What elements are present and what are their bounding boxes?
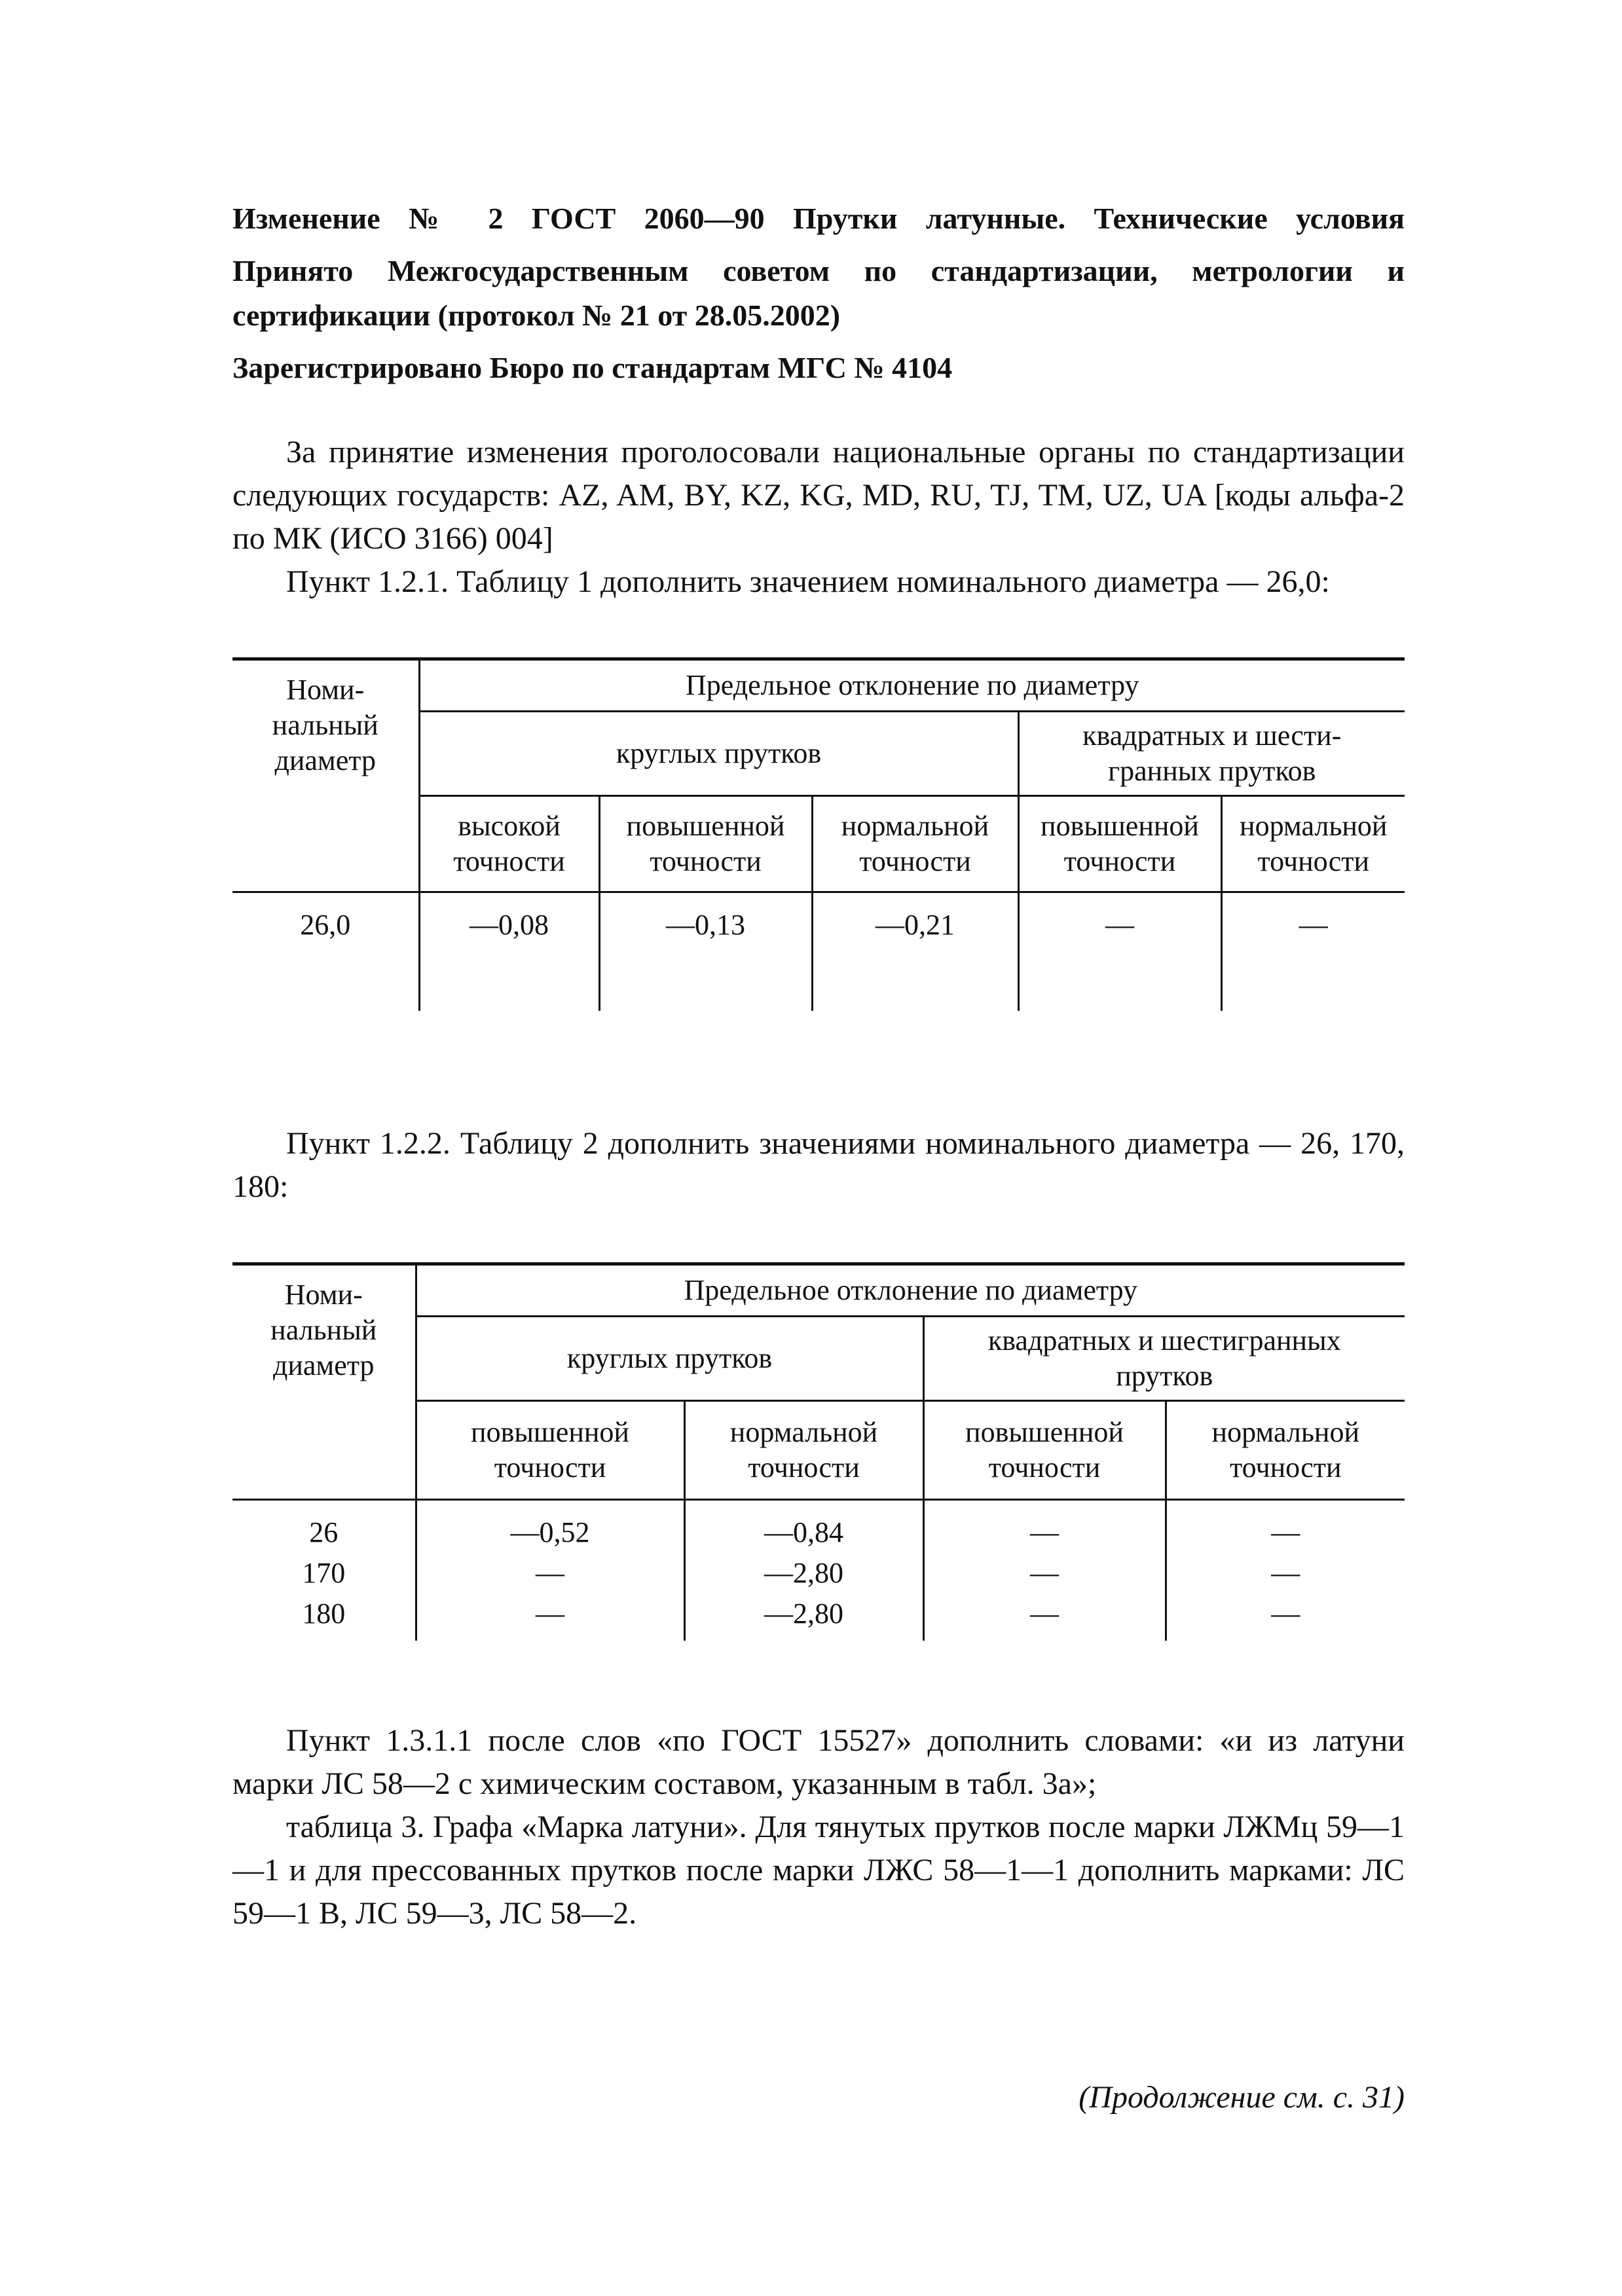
tolerance-group-header: Предельное отклонение по диаметру	[419, 659, 1405, 712]
table-3-note: таблица 3. Графа «Марка латуни». Для тянутых прутков после марки ЛЖМц 59—1—1 и для прессованных прутков после марки ЛЖС 58—1—1 дополнить марками: ЛС 59—1 В, ЛС 59—3, ЛС 58—2.	[232, 1810, 1405, 1931]
table-cell: —	[1018, 892, 1221, 1011]
table-row	[232, 1594, 1405, 1641]
column-header: повышенной точности	[1018, 796, 1221, 892]
square-hex-bars-header: квадратных и шестигранных прутков	[923, 1317, 1405, 1401]
table-row	[232, 1500, 1405, 1554]
table-row	[232, 892, 1405, 1011]
clause-1-3-1-1: Пункт 1.3.1.1 после слов «по ГОСТ 15527» дополнить словами: «и из латуни марки ЛС 58—2 с химическим составом, указанным в табл. 3а»;	[232, 1723, 1405, 1801]
table-cell: —	[1166, 1500, 1405, 1554]
voting-paragraph: За принятие изменения проголосовали национальные органы по стандартизации следующих государств: AZ, AM, BY, KZ, KG, MD, RU, TJ, TM, UZ, UA [коды альфа-2 по МК (ИСО 3166) 004]	[232, 435, 1405, 556]
table-cell: —	[1166, 1553, 1405, 1594]
square-hex-bars-header: квадратных и шести- гранных прутков	[1018, 712, 1405, 796]
adoption-note: Принято Межгосударственным советом по стандартизации, метрологии и сертификации (протокол № 21 от 28.05.2002)	[232, 254, 1405, 332]
clause-1-2-1: Пункт 1.2.1. Таблицу 1 дополнить значением номинального диаметра — 26,0:	[286, 564, 1330, 599]
table-cell: —0,84	[684, 1500, 923, 1554]
table-cell: —	[416, 1553, 684, 1594]
column-header: повышенной точности	[923, 1401, 1166, 1500]
registration-note: Зарегистрировано Бюро по стандартам МГС № 4104	[232, 351, 953, 384]
round-bars-header: круглых прутков	[419, 712, 1018, 796]
column-header: повышенной точности	[416, 1401, 684, 1500]
table-cell: —	[416, 1594, 684, 1641]
table-cell: —0,08	[419, 892, 599, 1011]
page-content	[232, 196, 1405, 2147]
column-header: нормальной точности	[1221, 796, 1405, 892]
table-cell: 26	[309, 1516, 339, 1548]
table-cell: —0,21	[812, 892, 1018, 1011]
table-cell: —	[1221, 892, 1405, 1011]
continuation-note: (Продолжение см. с. 31)	[1078, 2080, 1405, 2115]
table-cell: —	[923, 1553, 1166, 1594]
nominal-diameter-header: Номи- нальный диаметр	[232, 1264, 416, 1500]
table-cell: —2,80	[684, 1594, 923, 1641]
round-bars-header: круглых прутков	[416, 1317, 923, 1401]
clause-1-2-2: Пункт 1.2.2. Таблицу 2 дополнить значениями номинального диаметра — 26, 170, 180:	[232, 1126, 1405, 1204]
table-cell: —0,52	[416, 1500, 684, 1554]
tolerance-group-header: Предельное отклонение по диаметру	[416, 1264, 1405, 1317]
table-row	[232, 1553, 1405, 1594]
column-header: нормальной точности	[812, 796, 1018, 892]
column-header: повышенной точности	[599, 796, 812, 892]
table-1-amendment	[232, 657, 1405, 1011]
column-header: высокой точности	[419, 796, 599, 892]
table-cell: —2,80	[684, 1553, 923, 1594]
table-cell: —	[923, 1500, 1166, 1554]
nominal-diameter-header: Номи- нальный диаметр	[232, 659, 419, 892]
amendment-title: Изменение № 2 ГОСТ 2060—90 Прутки латунные. Технические условия	[232, 202, 1405, 235]
table-cell: 180	[302, 1597, 346, 1630]
column-header: нормальной точности	[684, 1401, 923, 1500]
table-cell: 170	[302, 1557, 346, 1589]
table-2-amendment	[232, 1262, 1405, 1641]
table-cell: —	[1166, 1594, 1405, 1641]
table-cell: —0,13	[599, 892, 812, 1011]
table-cell: 26,0	[300, 909, 351, 941]
column-header: нормальной точности	[1166, 1401, 1405, 1500]
table-cell: —	[923, 1594, 1166, 1641]
